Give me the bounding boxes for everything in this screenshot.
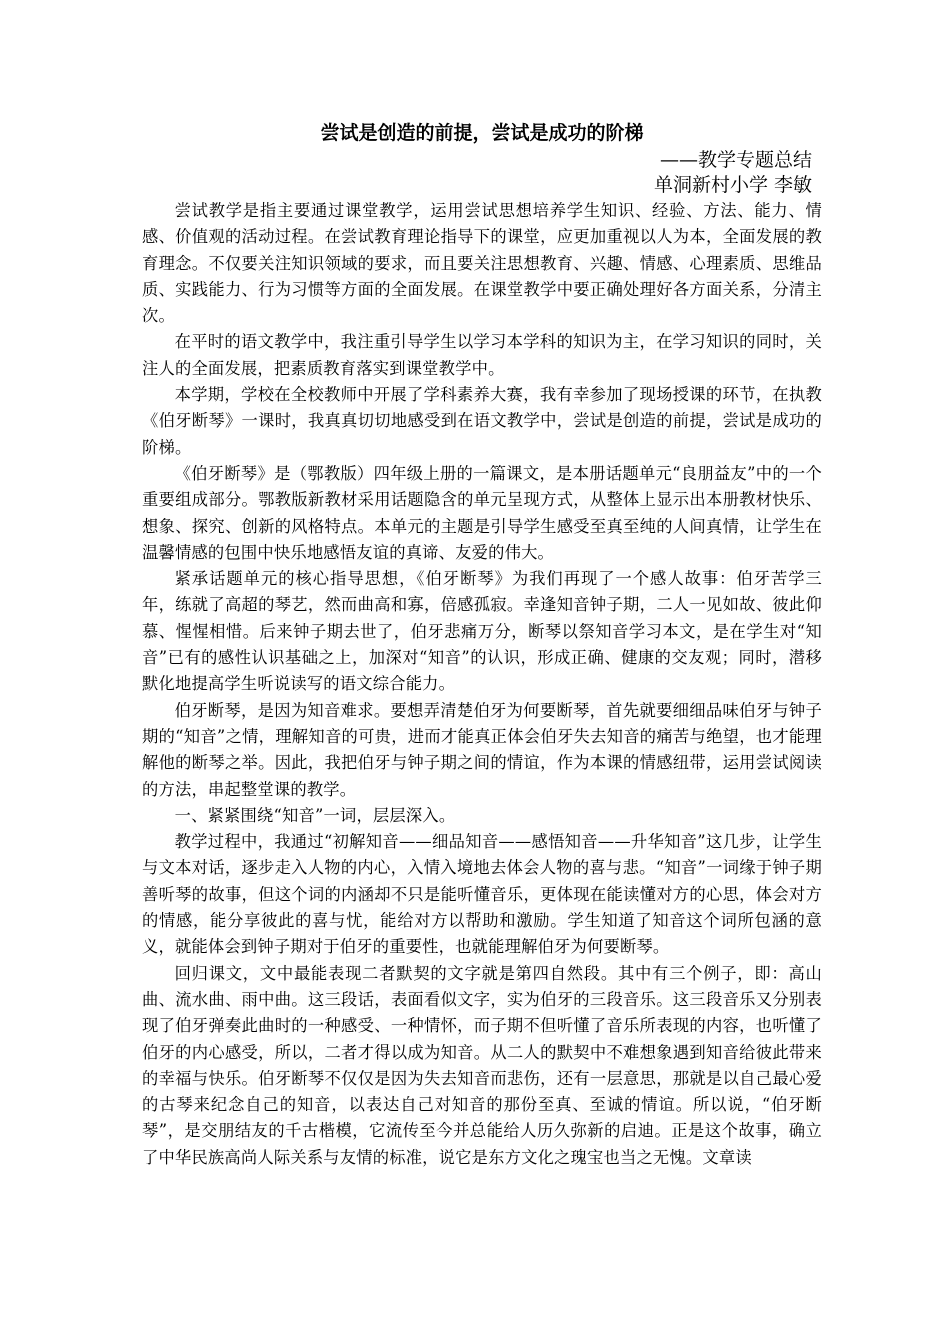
paragraph: 紧承话题单元的核心指导思想，《伯牙断琴》为我们再现了一个感人故事：伯牙苦学三年，练就了高超的琴艺，然而曲高和寡，倍感孤寂。幸逢知音钟子期，二人一见如故、彼此仰慕、惺惺相惜。后来钟子期去世了，伯牙悲痛万分，断琴以祭知音学习本文，是在学生对“知音”已有的感性认识基础之上，加深对“知音”的认识，形成正确、健康的交友观；同时，潜移默化地提高学生听说读写的语文综合能力。 [142,569,822,694]
document-author: 单洞新村小学 李敏 [653,174,812,196]
paragraph: 在平时的语文教学中，我注重引导学生以学习本学科的知识为主，在学习知识的同时，关注人的全面发展，把素质教育落实到课堂教学中。 [142,332,822,378]
section-heading: 一、紧紧围绕“知音”一词，层层深入。 [174,805,456,825]
paragraph: 《伯牙断琴》是（鄂教版）四年级上册的一篇课文，是本册话题单元“良朋益友”中的一个重要组成部分。鄂教版新教材采用话题隐含的单元呈现方式，从整体上显示出本册教材快乐、想象、探究、创新的风格特点。本单元的主题是引导学生感受至真至纯的人间真情，让学生在温馨情感的包围中快乐地感悟友谊的真谛、友爱的伟大。 [142,463,822,562]
document-title: 尝试是创造的前提，尝试是成功的阶梯 [320,122,644,144]
document-body [142,198,822,1171]
document-page [142,118,822,1171]
paragraph: 教学过程中，我通过“初解知音——细品知音——感悟知音——升华知音”这几步，让学生与文本对话，逐步走入人物的内心，入情入境地去体会人物的喜与悲。“知音”一词缘于钟子期善听琴的故事，但这个词的内涵却不只是能听懂音乐，更体现在能读懂对方的心思，体会对方的情感，能分享彼此的喜与忧，能给对方以帮助和激励。学生知道了知音这个词所包涵的意义，就能体会到钟子期对于伯牙的重要性，也就能理解伯牙为何要断琴。 [142,832,822,957]
document-subtitle: ——教学专题总结 [659,149,812,171]
paragraph: 尝试教学是指主要通过课堂教学，运用尝试思想培养学生知识、经验、方法、能力、情感、价值观的活动过程。在尝试教育理论指导下的课堂，应更加重视以人为本，全面发展的教育理念。不仅要关注知识领域的要求，而且要关注思想教育、兴趣、情感、心理素质、思维品质、实践能力、行为习惯等方面的全面发展。在课堂教学中要正确处理好各方面关系，分清主次。 [142,201,822,326]
paragraph: 回归课文，文中最能表现二者默契的文字就是第四自然段。其中有三个例子，即：高山曲、流水曲、雨中曲。这三段话，表面看似文字，实为伯牙的三段音乐。这三段音乐又分别表现了伯牙弹奏此曲时的一种感受、一种情怀，而子期不但听懂了音乐所表现的内容，也听懂了伯牙的内心感受，所以，二者才得以成为知音。从二人的默契中不难想象遇到知音给彼此带来的幸福与快乐。伯牙断琴不仅仅是因为失去知音而悲伤，还有一层意思，那就是以自己最心爱的古琴来纪念自己的知音，以表达自己对知音的那份至真、至诚的情谊。所以说，“伯牙断琴”，是交朋结友的千古楷模，它流传至今并总能给人历久弥新的启迪。正是这个故事，确立了中华民族高尚人际关系与友情的标准，说它是东方文化之瑰宝也当之无愧。文章读 [142,963,822,1167]
paragraph: 伯牙断琴，是因为知音难求。要想弄清楚伯牙为何要断琴，首先就要细细品味伯牙与钟子期的“知音”之情，理解知音的可贵，进而才能真正体会伯牙失去知音的痛苦与绝望，也才能理解他的断琴之举。因此，我把伯牙与钟子期之间的情谊，作为本课的情感纽带，运用尝试阅读的方法，串起整堂课的教学。 [142,700,822,799]
paragraph: 本学期，学校在全校教师中开展了学科素养大赛，我有幸参加了现场授课的环节，在执教《伯牙断琴》一课时，我真真切切地感受到在语文教学中，尝试是创造的前提，尝试是成功的阶梯。 [142,385,822,457]
